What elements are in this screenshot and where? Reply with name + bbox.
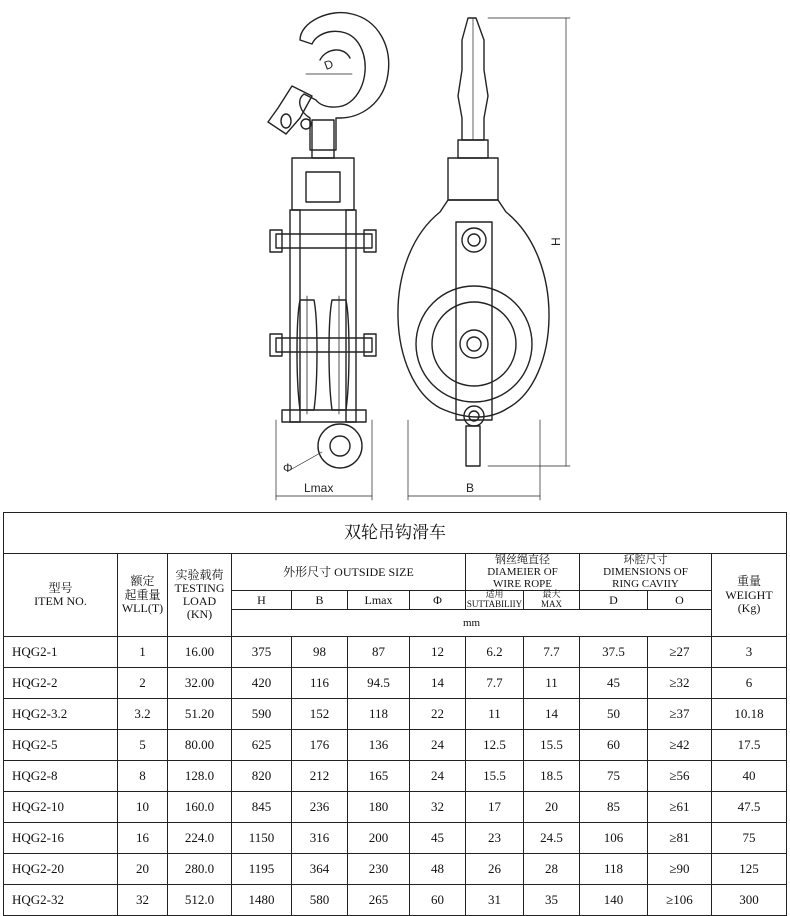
table-cell: 20 — [118, 854, 168, 885]
table-cell: 230 — [348, 854, 410, 885]
table-cell: 165 — [348, 761, 410, 792]
table-cell: 316 — [292, 823, 348, 854]
cell-model: HQG2-1 — [4, 637, 118, 668]
table-cell: 118 — [580, 854, 648, 885]
table-cell: 6.2 — [466, 637, 524, 668]
table-cell: 75 — [712, 823, 787, 854]
table-cell: 845 — [232, 792, 292, 823]
table-cell: 98 — [292, 637, 348, 668]
table-cell: 14 — [524, 699, 580, 730]
table-cell: 14 — [410, 668, 466, 699]
table-row — [4, 854, 787, 885]
table-cell: 116 — [292, 668, 348, 699]
table-cell: 106 — [580, 823, 648, 854]
spec-table — [3, 512, 787, 916]
table-cell: 94.5 — [348, 668, 410, 699]
table-cell: 24 — [410, 761, 466, 792]
table-cell: 20 — [524, 792, 580, 823]
table-row — [4, 637, 787, 668]
table-cell: 224.0 — [168, 823, 232, 854]
cell-model: HQG2-16 — [4, 823, 118, 854]
cell-model: HQG2-5 — [4, 730, 118, 761]
table-cell: 212 — [292, 761, 348, 792]
table-cell: 580 — [292, 885, 348, 916]
header-b: B — [292, 591, 348, 610]
table-cell: 176 — [292, 730, 348, 761]
header-model: 型号 ITEM NO. — [4, 554, 118, 637]
table-cell: 17 — [466, 792, 524, 823]
header-outside-size: 外形尺寸 OUTSIDE SIZE — [232, 554, 466, 591]
table-cell: 15.5 — [524, 730, 580, 761]
table-cell: 15.5 — [466, 761, 524, 792]
table-cell: 75 — [580, 761, 648, 792]
table-cell: 265 — [348, 885, 410, 916]
header-wire-rope: 钢丝绳直径 DIAMEIER OF WIRE ROPE — [466, 554, 580, 591]
bottom-ring — [318, 424, 362, 468]
table-cell: 85 — [580, 792, 648, 823]
table-cell: 300 — [712, 885, 787, 916]
table-row — [4, 668, 787, 699]
table-cell: 26 — [466, 854, 524, 885]
table-cell: 10 — [118, 792, 168, 823]
table-row — [4, 792, 787, 823]
table-cell: 16.00 — [168, 637, 232, 668]
header-testing-load: 实验载荷 TESTING LOAD (KN) — [168, 554, 232, 637]
table-cell: 40 — [712, 761, 787, 792]
table-cell: 28 — [524, 854, 580, 885]
table-cell: 7.7 — [466, 668, 524, 699]
table-cell: 180 — [348, 792, 410, 823]
table-cell: 32 — [410, 792, 466, 823]
table-cell: 16 — [118, 823, 168, 854]
table-cell: 23 — [466, 823, 524, 854]
table-cell: 200 — [348, 823, 410, 854]
table-row — [4, 699, 787, 730]
table-row — [4, 761, 787, 792]
table-cell: 375 — [232, 637, 292, 668]
table-cell: 80.00 — [168, 730, 232, 761]
table-cell: ≥106 — [648, 885, 712, 916]
header-wll: 额定 起重量 WLL(T) — [118, 554, 168, 637]
header-ring-cavity: 环腔尺寸 DIMENSIONS OF RING CAVIIY — [580, 554, 712, 591]
table-cell: ≥56 — [648, 761, 712, 792]
table-cell: 5 — [118, 730, 168, 761]
safety-latch — [268, 86, 312, 134]
table-cell: 590 — [232, 699, 292, 730]
table-cell: 11 — [524, 668, 580, 699]
header-o: O — [648, 591, 712, 610]
header-weight: 重量 WEIGHT (Kg) — [712, 554, 787, 637]
label-h: H — [549, 237, 563, 246]
table-cell: 128.0 — [168, 761, 232, 792]
table-cell: 280.0 — [168, 854, 232, 885]
table-cell: ≥42 — [648, 730, 712, 761]
header-unit-mm: mm — [232, 610, 712, 637]
table-cell: 1 — [118, 637, 168, 668]
header-phi: Φ — [410, 591, 466, 610]
table-cell: 60 — [580, 730, 648, 761]
table-cell: ≥37 — [648, 699, 712, 730]
table-cell: 48 — [410, 854, 466, 885]
table-cell: 32.00 — [168, 668, 232, 699]
table-cell: 32 — [118, 885, 168, 916]
cell-model: HQG2-3.2 — [4, 699, 118, 730]
table-cell: 37.5 — [580, 637, 648, 668]
table-cell: 87 — [348, 637, 410, 668]
label-d: D — [322, 56, 336, 73]
table-cell: 3 — [712, 637, 787, 668]
table-cell: ≥81 — [648, 823, 712, 854]
table-cell: 18.5 — [524, 761, 580, 792]
table-cell: 50 — [580, 699, 648, 730]
table-row — [4, 730, 787, 761]
table-cell: 3.2 — [118, 699, 168, 730]
table-cell: 1150 — [232, 823, 292, 854]
table-cell: 7.7 — [524, 637, 580, 668]
header-max: 最大 MAX — [524, 591, 580, 610]
table-cell: 6 — [712, 668, 787, 699]
table-cell: 2 — [118, 668, 168, 699]
label-lmax: Lmax — [304, 481, 334, 495]
side-view — [398, 18, 570, 500]
table-cell: ≥27 — [648, 637, 712, 668]
table-cell: 820 — [232, 761, 292, 792]
table-cell: 31 — [466, 885, 524, 916]
table-cell: 10.18 — [712, 699, 787, 730]
header-suitability: 适用 SUTTABILIIY — [466, 590, 523, 610]
table-title: 双轮吊钩滑车 — [4, 513, 787, 554]
cell-model: HQG2-2 — [4, 668, 118, 699]
table-row — [4, 823, 787, 854]
cell-model: HQG2-32 — [4, 885, 118, 916]
table-cell: 125 — [712, 854, 787, 885]
table-cell: 160.0 — [168, 792, 232, 823]
table-cell: 152 — [292, 699, 348, 730]
table-cell: 17.5 — [712, 730, 787, 761]
table-cell: 60 — [410, 885, 466, 916]
table-cell: ≥90 — [648, 854, 712, 885]
table-cell: 236 — [292, 792, 348, 823]
hook — [300, 13, 389, 150]
table-cell: 12 — [410, 637, 466, 668]
table-cell: 22 — [410, 699, 466, 730]
table-cell: 1480 — [232, 885, 292, 916]
table-cell: 47.5 — [712, 792, 787, 823]
cell-model: HQG2-10 — [4, 792, 118, 823]
table-cell: ≥32 — [648, 668, 712, 699]
header-lmax: Lmax — [348, 591, 410, 610]
sheave — [416, 286, 532, 402]
table-cell: 8 — [118, 761, 168, 792]
table-cell: 136 — [348, 730, 410, 761]
side-plate — [398, 200, 549, 417]
table-cell: 45 — [580, 668, 648, 699]
table-cell: 1195 — [232, 854, 292, 885]
cell-model: HQG2-20 — [4, 854, 118, 885]
header-h: H — [232, 591, 292, 610]
front-view — [268, 13, 389, 500]
table-cell: 11 — [466, 699, 524, 730]
table-cell: 35 — [524, 885, 580, 916]
label-phi: Φ — [283, 461, 293, 475]
table-cell: 24 — [410, 730, 466, 761]
table-cell: 512.0 — [168, 885, 232, 916]
table-cell: 118 — [348, 699, 410, 730]
label-b: B — [466, 481, 475, 495]
table-cell: 140 — [580, 885, 648, 916]
table-cell: 625 — [232, 730, 292, 761]
cell-model: HQG2-8 — [4, 761, 118, 792]
table-cell: 45 — [410, 823, 466, 854]
header-d: D — [580, 591, 648, 610]
table-cell: 364 — [292, 854, 348, 885]
table-row — [4, 885, 787, 916]
table-cell: 24.5 — [524, 823, 580, 854]
table-cell: 51.20 — [168, 699, 232, 730]
table-cell: 12.5 — [466, 730, 524, 761]
table-cell: 420 — [232, 668, 292, 699]
table-cell: ≥61 — [648, 792, 712, 823]
